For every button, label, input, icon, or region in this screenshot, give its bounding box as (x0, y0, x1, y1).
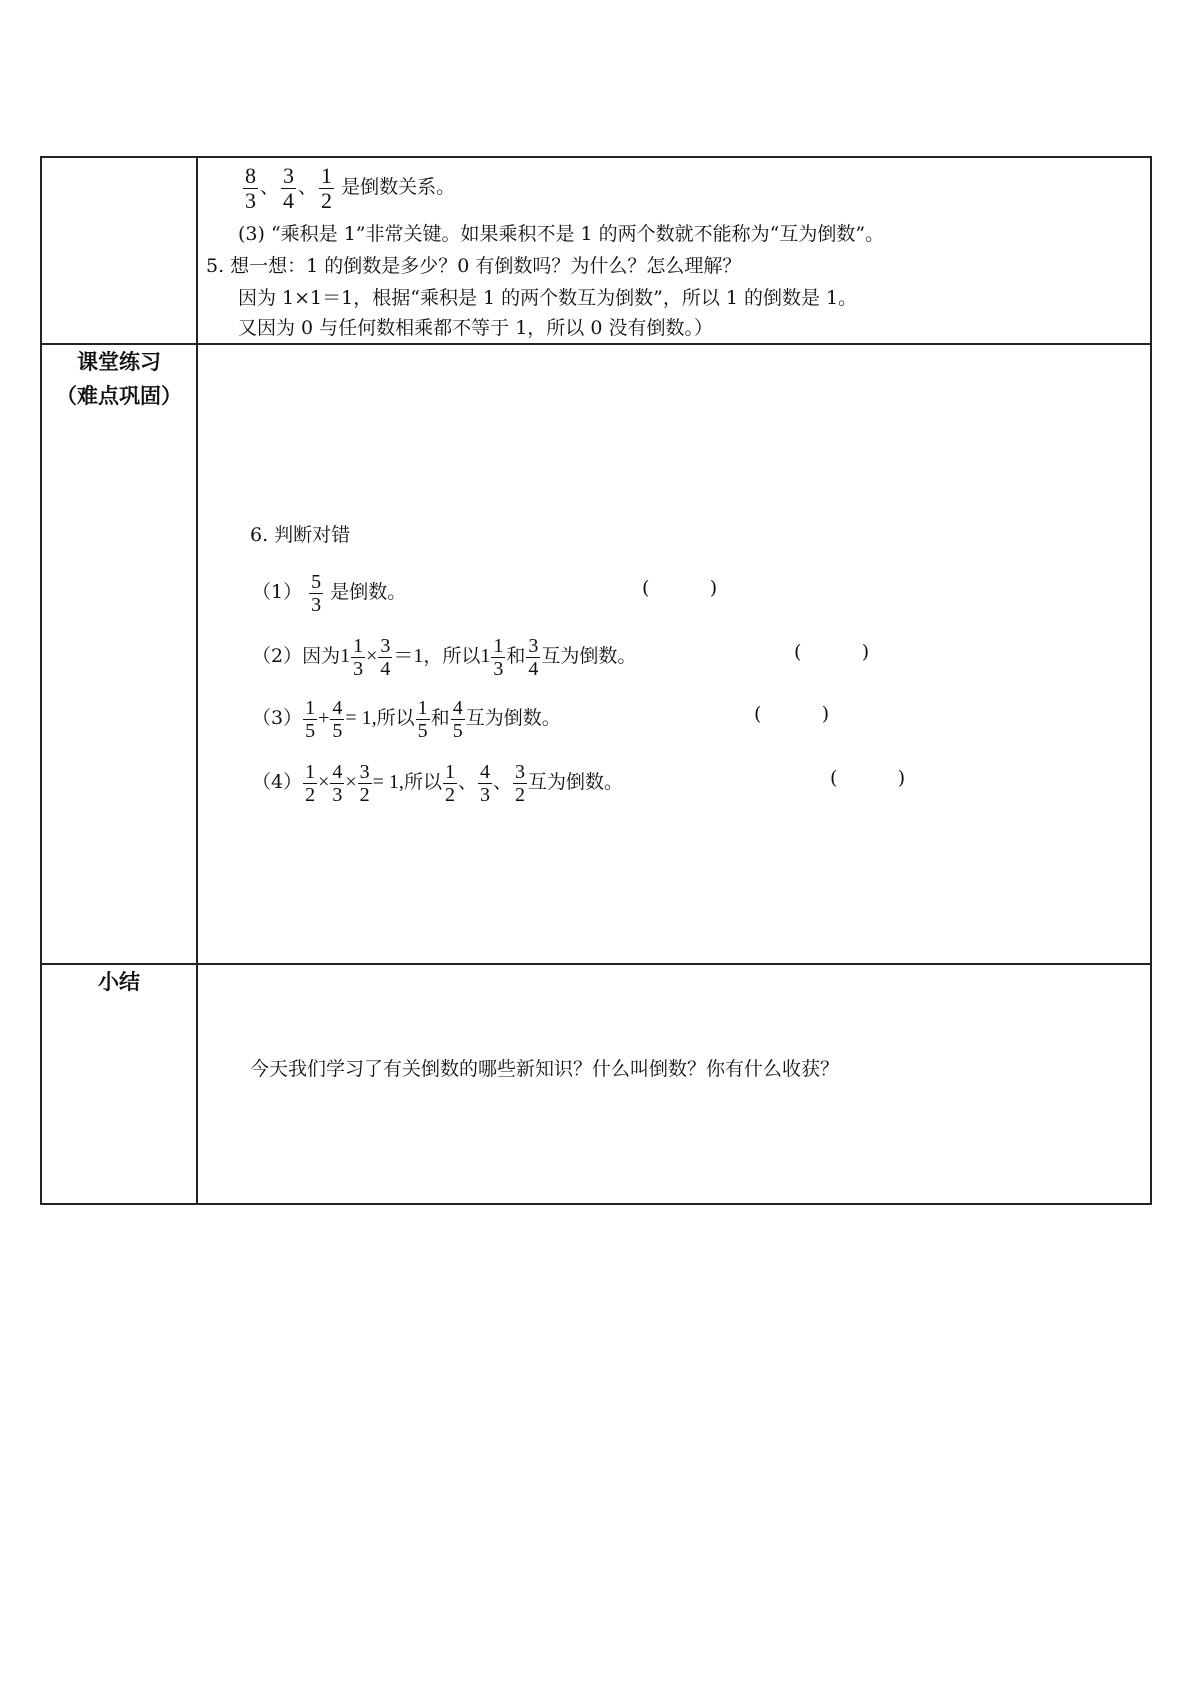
fraction: $\frac{4}{5}$ (452, 696, 463, 742)
exercise-item-3: （3） $\frac{1}{5}$ + $\frac{4}{5}$ = 1,所以 $\frac{1}{5}$ 和 $\frac{4}{5}$ 互为倒数。 (252, 696, 561, 742)
answer-blank-1[interactable]: ( ) (642, 577, 718, 599)
fraction-line-suffix: 是倒数关系。 (341, 176, 456, 198)
exercise-item-1: （1） $\frac{5}{3}$ 是倒数。 (252, 570, 407, 616)
fraction: $\frac{1}{2}$ (321, 162, 333, 213)
summary-text: 今天我们学习了有关倒数的哪些新知识？什么叫倒数？你有什么收获？ (250, 1058, 840, 1080)
fraction: $\frac{5}{3}$ (311, 570, 322, 616)
fraction: $\frac{1}{2}$ (444, 760, 455, 806)
table-row (41, 344, 1151, 964)
label-line-1: 课堂练习 (77, 350, 161, 374)
fraction: $\frac{1}{3}$ (493, 634, 504, 680)
fraction: $\frac{8}{3}$ (245, 162, 256, 213)
exercise-heading: 6. 判断对错 (250, 524, 351, 546)
fraction: $\frac{1}{3}$ (353, 634, 364, 680)
exercise-item-4: （4） $\frac{1}{2}$ × $\frac{4}{3}$ × $\frac{3}{2}$ = 1,所以 $\frac{1}{2}$ 、 $\frac{4}{3}$ 、 $\frac{3}{2}$ 互为倒数。 (252, 760, 623, 806)
fraction: $\frac{3}{2}$ (514, 760, 525, 806)
answer-blank-4[interactable]: ( ) (830, 767, 906, 789)
row-content-exercises (197, 344, 1151, 964)
table-row (41, 157, 1151, 344)
exercise-item-2: （2）因为1 $\frac{1}{3}$ × $\frac{3}{4}$ ＝1，所以1 $\frac{1}{3}$ 和 $\frac{3}{4}$ 互为倒数。 (252, 634, 637, 680)
row-content-reciprocal-notes (197, 157, 1151, 344)
table-row (41, 964, 1151, 1204)
fraction: $\frac{3}{4}$ (283, 162, 295, 213)
answer-blank-2[interactable]: ( ) (794, 641, 870, 663)
point-3-text: (3) “乘积是 1”非常关键。如果乘积不是 1 的两个数就不能称为“互为倒数”。 (238, 223, 885, 245)
fraction: $\frac{1}{2}$ (305, 760, 316, 806)
answer-5-line-2: 又因为 0 与任何数相乘都不等于 1，所以 0 没有倒数。） (238, 317, 713, 339)
answer-blank-3[interactable]: ( ) (754, 703, 830, 725)
fraction: $\frac{4}{5}$ (332, 696, 343, 742)
row-label-class-practice (41, 344, 197, 964)
row-label-empty (41, 157, 197, 344)
row-content-summary (197, 964, 1151, 1204)
fraction: $\frac{3}{4}$ (528, 634, 539, 680)
fraction: $\frac{4}{3}$ (479, 760, 490, 806)
question-5-text: 5. 想一想：1 的倒数是多少？0 有倒数吗？为什么？怎么理解？ (206, 255, 742, 277)
lesson-table (40, 156, 1152, 1205)
label-line-2: （难点巩固） (56, 384, 182, 408)
row-label-summary: 小结 (41, 964, 197, 1204)
fraction: $\frac{1}{5}$ (417, 696, 428, 742)
fraction: $\frac{1}{5}$ (305, 696, 316, 742)
fraction: $\frac{3}{2}$ (359, 760, 370, 806)
fraction: $\frac{3}{4}$ (380, 634, 391, 680)
answer-5-line-1: 因为 1×1＝1，根据“乘积是 1 的两个数互为倒数”，所以 1 的倒数是 1。 (238, 287, 858, 309)
fraction-example-line: $\frac{8}{3}$ 、 $\frac{3}{4}$ 、 $\frac{1}{2}$ 是倒数关系。 (245, 162, 456, 213)
fraction: $\frac{4}{3}$ (332, 760, 343, 806)
